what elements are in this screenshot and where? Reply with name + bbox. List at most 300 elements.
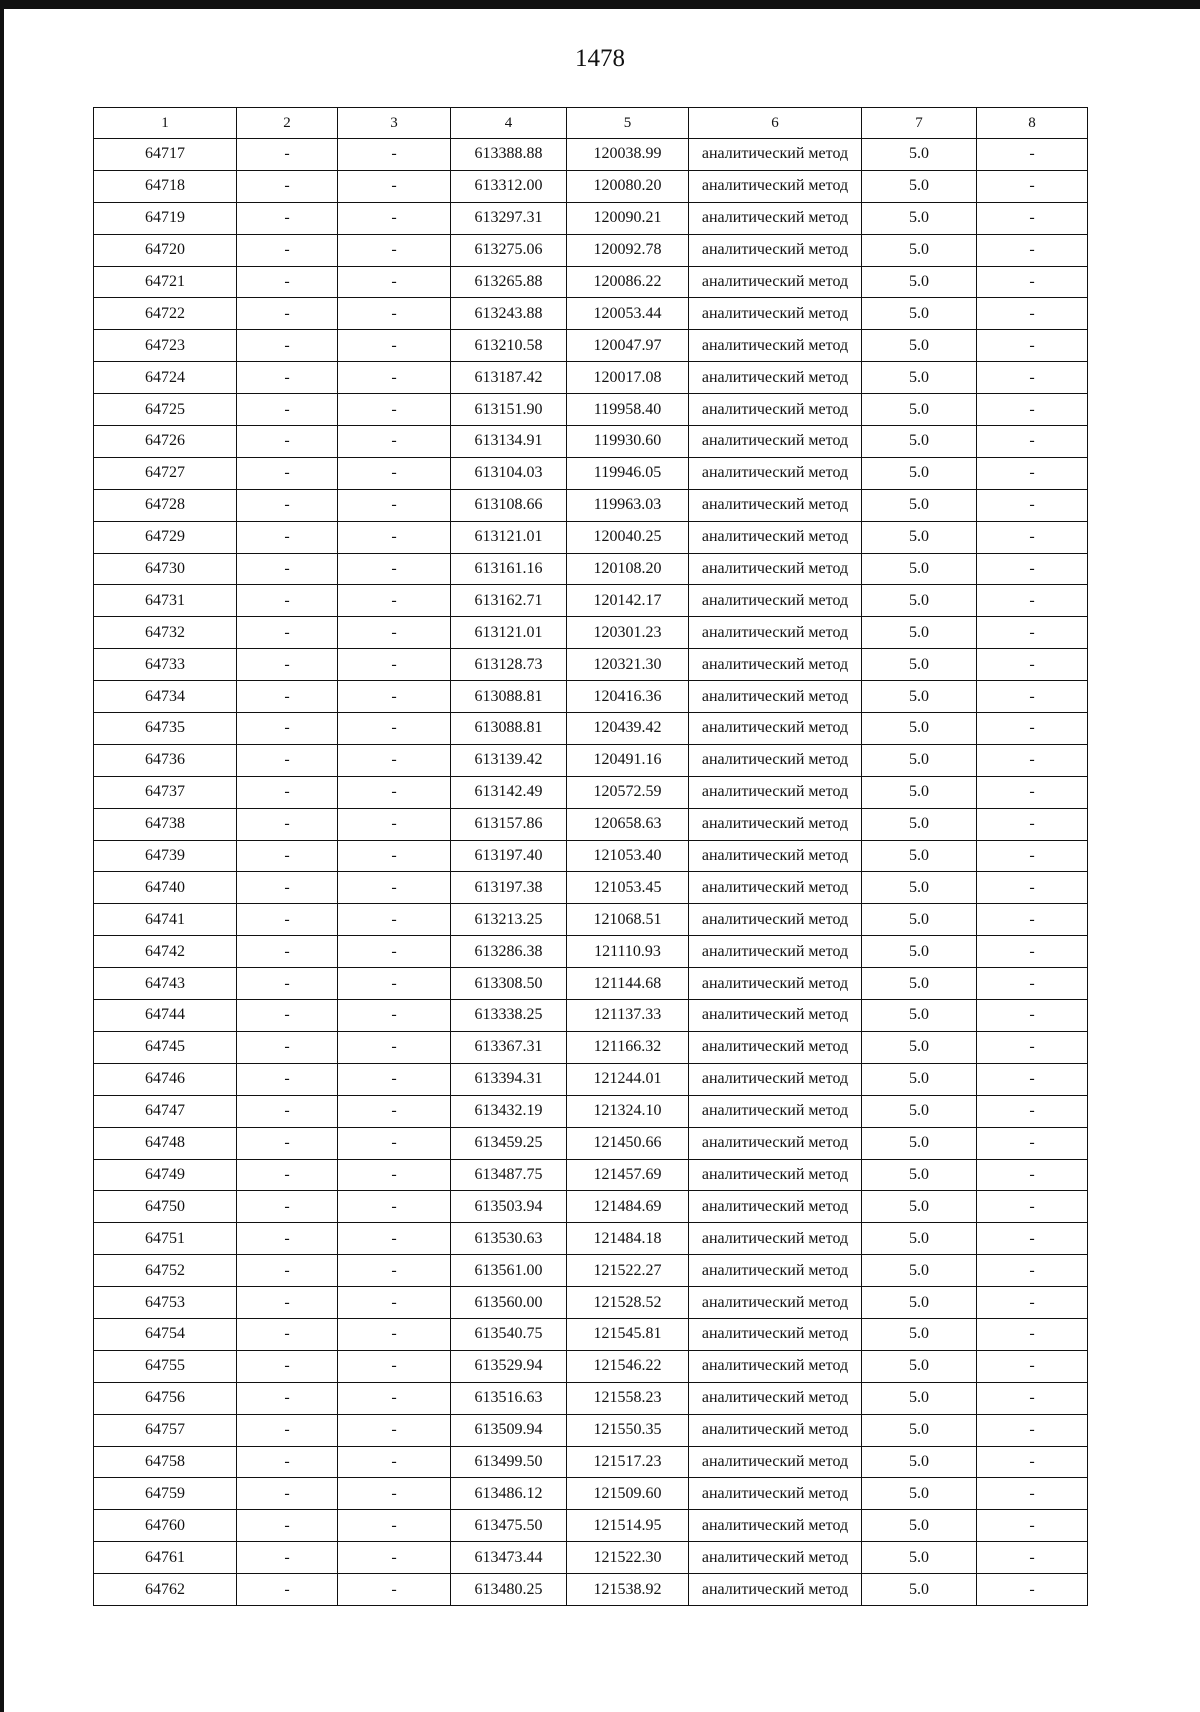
table-cell: - [237,1287,338,1319]
table-cell: 121522.27 [567,1255,689,1287]
table-cell: аналитический метод [689,744,862,776]
table-cell: - [977,1255,1088,1287]
table-cell: 613530.63 [451,1223,567,1255]
table-cell: 5.0 [862,362,977,394]
table-cell: 64753 [94,1287,237,1319]
table-cell: - [338,1223,451,1255]
table-cell: 613213.25 [451,904,567,936]
table-cell: - [338,553,451,585]
table-cell: аналитический метод [689,1478,862,1510]
table-cell: 64746 [94,1063,237,1095]
table-cell: 120040.25 [567,521,689,553]
table-cell: 5.0 [862,1446,977,1478]
table-cell: 5.0 [862,968,977,1000]
table-cell: - [338,585,451,617]
table-cell: 64755 [94,1350,237,1382]
table-cell: - [338,457,451,489]
table-cell: 5.0 [862,170,977,202]
table-cell: 64724 [94,362,237,394]
table-row [94,872,1088,904]
table-cell: - [338,202,451,234]
table-cell: 121110.93 [567,936,689,968]
table-cell: аналитический метод [689,872,862,904]
table-row [94,170,1088,202]
table-row [94,1223,1088,1255]
table-cell: - [338,936,451,968]
table-cell: 121053.45 [567,872,689,904]
table-cell: - [338,362,451,394]
table-cell: 613367.31 [451,1031,567,1063]
table-cell: аналитический метод [689,617,862,649]
table-row [94,1287,1088,1319]
table-cell: 613486.12 [451,1478,567,1510]
table-row [94,1255,1088,1287]
table-cell: 613265.88 [451,266,567,298]
table-cell: 613108.66 [451,489,567,521]
table-cell: - [237,1478,338,1510]
table-cell: 64758 [94,1446,237,1478]
table-row [94,808,1088,840]
header-cell: 6 [689,108,862,139]
table-cell: - [237,1350,338,1382]
table-cell: 5.0 [862,872,977,904]
table-cell: - [237,1510,338,1542]
table-cell: - [237,170,338,202]
table-cell: 5.0 [862,1063,977,1095]
table-cell: аналитический метод [689,1095,862,1127]
table-cell: - [977,1095,1088,1127]
table-cell: 121166.32 [567,1031,689,1063]
table-cell: 613187.42 [451,362,567,394]
table-cell: 613312.00 [451,170,567,202]
table-cell: 64735 [94,713,237,745]
table-cell: аналитический метод [689,362,862,394]
table-cell: 64741 [94,904,237,936]
table-row [94,362,1088,394]
table-cell: - [237,1255,338,1287]
table-cell: 5.0 [862,1414,977,1446]
table-cell: - [237,649,338,681]
table-cell: 613088.81 [451,713,567,745]
table-cell: 121053.40 [567,840,689,872]
table-cell: - [977,1287,1088,1319]
table-cell: 119963.03 [567,489,689,521]
table-cell: - [977,744,1088,776]
table-cell: - [237,139,338,171]
table-cell: 120491.16 [567,744,689,776]
table-cell: - [338,1446,451,1478]
table-cell: - [977,1382,1088,1414]
table-cell: - [237,872,338,904]
table-cell: 64748 [94,1127,237,1159]
table-row [94,1414,1088,1446]
table-cell: аналитический метод [689,426,862,458]
table-row [94,1095,1088,1127]
table-cell: - [237,521,338,553]
table-cell: - [977,776,1088,808]
header-cell: 1 [94,108,237,139]
table-cell: - [977,840,1088,872]
table-cell: 613432.19 [451,1095,567,1127]
table-cell: - [237,840,338,872]
table-row [94,1159,1088,1191]
table-cell: 613197.40 [451,840,567,872]
table-cell: - [237,1000,338,1032]
table-cell: - [338,1574,451,1606]
table-cell: - [338,394,451,426]
table-cell: - [977,1542,1088,1574]
table-cell: аналитический метод [689,1574,862,1606]
table-cell: 5.0 [862,1191,977,1223]
table-cell: - [977,872,1088,904]
table-cell: 5.0 [862,1382,977,1414]
table-cell: - [338,139,451,171]
page-number: 1478 [575,45,625,72]
table-row [94,521,1088,553]
table-cell: 120080.20 [567,170,689,202]
table-cell: 64721 [94,266,237,298]
table-cell: 64722 [94,298,237,330]
table-cell: - [977,362,1088,394]
table-row [94,139,1088,171]
table-cell: 5.0 [862,1000,977,1032]
table-cell: - [977,330,1088,362]
table-cell: 120416.36 [567,681,689,713]
table-cell: 120108.20 [567,553,689,585]
table-cell: - [977,585,1088,617]
table-cell: аналитический метод [689,1287,862,1319]
table-cell: 5.0 [862,904,977,936]
table-cell: 64736 [94,744,237,776]
table-cell: - [237,585,338,617]
table-cell: аналитический метод [689,808,862,840]
table-cell: 121538.92 [567,1574,689,1606]
table-cell: - [338,840,451,872]
table-body [94,139,1088,1606]
table-row [94,936,1088,968]
table-cell: 5.0 [862,1287,977,1319]
table-cell: - [237,1414,338,1446]
table-cell: аналитический метод [689,1031,862,1063]
table-cell: 119958.40 [567,394,689,426]
table-cell: аналитический метод [689,585,862,617]
table-cell: 613540.75 [451,1318,567,1350]
table-cell: - [977,426,1088,458]
table-cell: 613128.73 [451,649,567,681]
table-cell: - [237,904,338,936]
table-cell: 64727 [94,457,237,489]
table-cell: 64731 [94,585,237,617]
table-cell: 613509.94 [451,1414,567,1446]
table-row [94,1478,1088,1510]
table-row [94,394,1088,426]
table-cell: аналитический метод [689,1191,862,1223]
table-cell: 121244.01 [567,1063,689,1095]
table-cell: 64732 [94,617,237,649]
table-cell: - [977,1127,1088,1159]
table-cell: - [338,808,451,840]
table-cell: - [977,968,1088,1000]
table-cell: - [338,872,451,904]
table-cell: - [977,553,1088,585]
table-cell: - [237,713,338,745]
table-cell: - [338,1063,451,1095]
scan-left-border [0,0,4,1712]
table-cell: - [338,298,451,330]
table-cell: - [977,1223,1088,1255]
table-cell: - [237,362,338,394]
table-cell: - [338,1159,451,1191]
table-cell: 5.0 [862,457,977,489]
table-cell: - [237,776,338,808]
table-cell: 120047.97 [567,330,689,362]
table-cell: - [237,234,338,266]
table-cell: - [977,1318,1088,1350]
table-cell: аналитический метод [689,649,862,681]
table-cell: аналитический метод [689,1223,862,1255]
table-cell: - [977,234,1088,266]
table-cell: 5.0 [862,234,977,266]
table-cell: 613088.81 [451,681,567,713]
table-cell: - [237,553,338,585]
table-cell: - [977,1574,1088,1606]
table-cell: аналитический метод [689,553,862,585]
table-cell: 120090.21 [567,202,689,234]
table-row [94,1031,1088,1063]
table-cell: 613473.44 [451,1542,567,1574]
table-row [94,426,1088,458]
table-cell: - [237,1095,338,1127]
table-cell: - [977,266,1088,298]
table-cell: 121144.68 [567,968,689,1000]
table-cell: - [977,1159,1088,1191]
table-cell: 613529.94 [451,1350,567,1382]
table-cell: - [338,1318,451,1350]
table-row [94,489,1088,521]
table-cell: - [338,681,451,713]
table-cell: 121546.22 [567,1350,689,1382]
header-cell: 4 [451,108,567,139]
table-cell: 120038.99 [567,139,689,171]
table-cell: аналитический метод [689,1542,862,1574]
table-cell: 64720 [94,234,237,266]
table-cell: 613210.58 [451,330,567,362]
table-cell: 121068.51 [567,904,689,936]
table-cell: 613162.71 [451,585,567,617]
table-cell: 5.0 [862,553,977,585]
table-cell: 64742 [94,936,237,968]
table-cell: аналитический метод [689,394,862,426]
table-cell: - [977,1510,1088,1542]
table-cell: - [977,394,1088,426]
table-cell: - [338,1095,451,1127]
table-cell: аналитический метод [689,266,862,298]
table-cell: - [977,1000,1088,1032]
table-cell: 121514.95 [567,1510,689,1542]
table-cell: аналитический метод [689,1350,862,1382]
table-cell: 64756 [94,1382,237,1414]
table-cell: 5.0 [862,521,977,553]
table-cell: - [237,1127,338,1159]
table-cell: 613121.01 [451,521,567,553]
table-cell: аналитический метод [689,139,862,171]
table-row [94,1350,1088,1382]
table-cell: 64733 [94,649,237,681]
table-cell: - [338,713,451,745]
table-cell: - [977,202,1088,234]
table-cell: - [338,234,451,266]
table-cell: 120321.30 [567,649,689,681]
table-cell: 64717 [94,139,237,171]
table-cell: - [338,1000,451,1032]
table-cell: аналитический метод [689,904,862,936]
table-cell: 5.0 [862,1350,977,1382]
table-cell: 5.0 [862,426,977,458]
table-cell: 613503.94 [451,1191,567,1223]
table-row [94,457,1088,489]
table-cell: 64738 [94,808,237,840]
header-cell: 5 [567,108,689,139]
table-cell: - [977,649,1088,681]
table-cell: - [338,1127,451,1159]
table-cell: 5.0 [862,139,977,171]
table-cell: 64730 [94,553,237,585]
table-row [94,617,1088,649]
table-cell: - [977,1414,1088,1446]
table-cell: аналитический метод [689,457,862,489]
table-cell: - [338,649,451,681]
table-cell: аналитический метод [689,298,862,330]
table-cell: аналитический метод [689,202,862,234]
table-cell: - [977,713,1088,745]
table-cell: - [977,617,1088,649]
table-cell: 64745 [94,1031,237,1063]
table-cell: 121457.69 [567,1159,689,1191]
table-cell: - [237,1223,338,1255]
table-cell: - [977,298,1088,330]
table-cell: - [338,1350,451,1382]
table-cell: - [237,1446,338,1478]
table-cell: аналитический метод [689,521,862,553]
table-cell: 64740 [94,872,237,904]
table-row [94,904,1088,936]
table-cell: - [977,808,1088,840]
table-cell: 5.0 [862,1223,977,1255]
table-cell: 121545.81 [567,1318,689,1350]
table-cell: 613297.31 [451,202,567,234]
table-row [94,776,1088,808]
table-cell: 613134.91 [451,426,567,458]
table-cell: 613516.63 [451,1382,567,1414]
table-cell: 5.0 [862,298,977,330]
table-row [94,840,1088,872]
table-cell: 613560.00 [451,1287,567,1319]
table-cell: 64757 [94,1414,237,1446]
table-cell: аналитический метод [689,936,862,968]
table-cell: 613499.50 [451,1446,567,1478]
table-cell: - [237,489,338,521]
table-cell: 613487.75 [451,1159,567,1191]
table-cell: аналитический метод [689,1382,862,1414]
table-cell: - [237,426,338,458]
table-row [94,202,1088,234]
table-cell: - [338,330,451,362]
table-cell: - [237,1031,338,1063]
table-cell: 64719 [94,202,237,234]
table-cell: - [237,298,338,330]
table-cell: 64737 [94,776,237,808]
table-cell: - [237,1382,338,1414]
table-cell: аналитический метод [689,1255,862,1287]
table-cell: 121484.69 [567,1191,689,1223]
table-cell: - [237,394,338,426]
table-cell: аналитический метод [689,234,862,266]
table-cell: 120572.59 [567,776,689,808]
table-cell: - [237,202,338,234]
table-cell: 5.0 [862,681,977,713]
table-cell: 5.0 [862,713,977,745]
table-cell: 5.0 [862,936,977,968]
table-cell: - [237,266,338,298]
table-cell: 64744 [94,1000,237,1032]
table-cell: 613197.38 [451,872,567,904]
table-cell: 613338.25 [451,1000,567,1032]
table-cell: - [338,170,451,202]
header-cell: 8 [977,108,1088,139]
header-cell: 2 [237,108,338,139]
table-cell: - [338,617,451,649]
table-cell: 613243.88 [451,298,567,330]
table-cell: - [237,1191,338,1223]
table-cell: - [338,1287,451,1319]
table-cell: 64739 [94,840,237,872]
header-cell: 3 [338,108,451,139]
table-cell: - [237,808,338,840]
table-cell: 613157.86 [451,808,567,840]
table-cell: - [338,489,451,521]
table-cell: 120017.08 [567,362,689,394]
table-cell: 613139.42 [451,744,567,776]
table-cell: 5.0 [862,776,977,808]
scan-top-border [0,0,1200,9]
table-cell: 120053.44 [567,298,689,330]
table-cell: 5.0 [862,266,977,298]
table-cell: - [338,968,451,1000]
table-row [94,330,1088,362]
table-cell: - [977,1063,1088,1095]
table-cell: 613286.38 [451,936,567,968]
table-cell: 121450.66 [567,1127,689,1159]
table-cell: 5.0 [862,808,977,840]
table-cell: 613161.16 [451,553,567,585]
table-row [94,1000,1088,1032]
table-cell: - [338,1414,451,1446]
table-cell: 64754 [94,1318,237,1350]
table-cell: 119930.60 [567,426,689,458]
table-cell: 121517.23 [567,1446,689,1478]
table-cell: 64750 [94,1191,237,1223]
table-cell: аналитический метод [689,1159,862,1191]
table-cell: - [338,426,451,458]
coordinates-table [93,107,1088,1606]
table-cell: 613459.25 [451,1127,567,1159]
table-cell: 121509.60 [567,1478,689,1510]
table-row [94,585,1088,617]
table-row [94,681,1088,713]
table-cell: 64743 [94,968,237,1000]
table-cell: - [237,330,338,362]
table-cell: - [237,1159,338,1191]
